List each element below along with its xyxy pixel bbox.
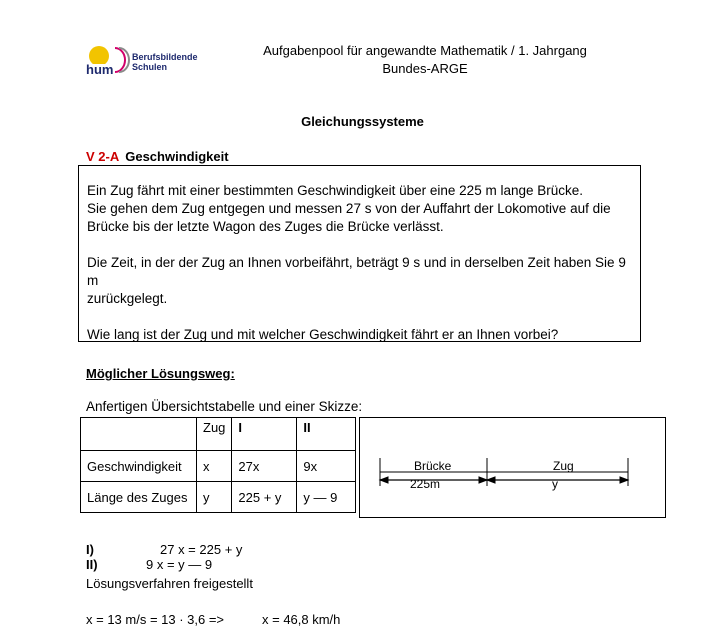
header-info (240, 42, 610, 78)
task-line: Brücke bis der letzte Wagon des Zuges die Brücke verlässt. (87, 219, 444, 234)
table-cell: y — 9 (297, 482, 356, 513)
train-length-label: y (552, 477, 558, 491)
solution-heading: Möglicher Lösungsweg: (86, 366, 235, 381)
equation-1: 27 x = 225 + y (160, 542, 243, 557)
task-line: Sie gehen dem Zug entgegen und messen 27 s von der Auffahrt der Lokomotive auf die (87, 201, 611, 216)
result-velocity: x = 13 m/s = 13 · 3,6 => (86, 612, 225, 627)
task-paragraph-1 (87, 182, 632, 236)
table-header-row (81, 418, 356, 451)
table-header-cell: II (297, 418, 356, 451)
bridge-length-label: 225m (410, 477, 441, 491)
task-line: Ein Zug fährt mit einer bestimmten Geschwindigkeit über eine 225 m lange Brücke. (87, 183, 583, 198)
logo-line-1: Berufsbildende (132, 52, 198, 62)
page-title: Gleichungssysteme (301, 114, 424, 129)
logo (86, 44, 206, 76)
header-pool: Aufgabenpool für angewandte Mathematik / 1. Jahrgang (263, 43, 587, 58)
table-cell: Länge des Zuges (81, 482, 197, 513)
result-kmh: x = 46,8 km/h (262, 612, 341, 627)
train-label: Zug (553, 459, 574, 473)
table-cell: 9x (297, 451, 356, 482)
table-header-cell: I (232, 418, 297, 451)
overview-table (80, 417, 356, 513)
table-header-cell (81, 418, 197, 451)
table-cell: x (197, 451, 232, 482)
table-cell: y (197, 482, 232, 513)
task-heading (86, 149, 229, 164)
task-line: Die Zeit, in der der Zug an Ihnen vorbeifährt, beträgt 9 s und in derselben Zeit haben Sie 9 m (87, 255, 626, 288)
method-note: Lösungsverfahren freigestellt (86, 576, 253, 591)
task-box (78, 165, 641, 342)
task-question: Wie lang ist der Zug und mit welcher Geschwindigkeit fährt er an Ihnen vorbei? (87, 327, 559, 342)
task-paragraph-2 (87, 254, 632, 308)
equation-2-label: II) (86, 557, 98, 572)
sketch-box (359, 417, 666, 518)
table-row (81, 482, 356, 513)
header-arge: Bundes-ARGE (382, 61, 468, 76)
table-header-cell: Zug (197, 418, 232, 451)
table-cell: 225 + y (232, 482, 297, 513)
table-cell: 27x (232, 451, 297, 482)
logo-word: hum (86, 62, 114, 76)
task-name: Geschwindigkeit (125, 149, 229, 164)
table-row (81, 451, 356, 482)
equation-1-label: I) (86, 542, 94, 557)
bridge-label: Brücke (414, 459, 452, 473)
equation-2: 9 x = y — 9 (146, 557, 213, 572)
task-code: V 2-A (86, 149, 120, 164)
logo-line-2: Schulen (132, 62, 168, 72)
bridge-train-sketch (360, 418, 667, 519)
task-line: zurückgelegt. (87, 291, 168, 306)
table-cell: Geschwindigkeit (81, 451, 197, 482)
sketch-intro: Anfertigen Übersichtstabelle und einer Skizze: (86, 399, 363, 414)
